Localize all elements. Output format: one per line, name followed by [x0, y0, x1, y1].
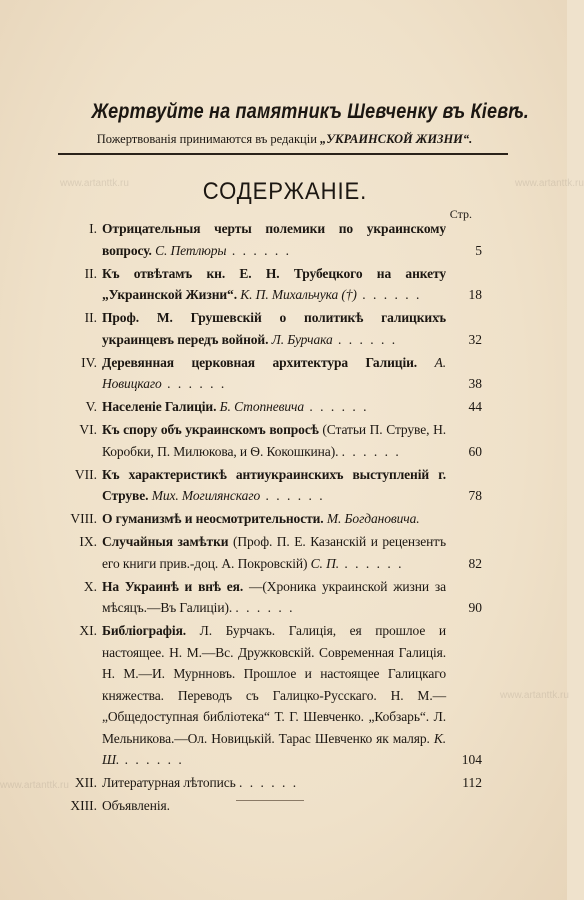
toc-entry-page: 104: [461, 752, 482, 767]
toc-entry: [70, 464, 482, 507]
toc-entry-title: [102, 508, 446, 530]
toc-entry: [70, 419, 482, 462]
toc-entry-page: 32: [468, 331, 482, 347]
toc-entry-title-plain: Литературная лѣтопись: [102, 775, 236, 790]
toc-entry: [70, 576, 482, 619]
toc-entry-number: IX.: [79, 534, 97, 549]
toc-entry-author: А. Новицкаго: [102, 354, 446, 391]
toc-entry-number: V.: [85, 399, 97, 414]
toc-entry: [70, 531, 482, 574]
toc-entry-title-bold: Библіографія.: [102, 623, 187, 638]
toc-entry-title-bold: Населеніе Галиціи.: [102, 399, 217, 414]
toc-entry-title-bold: На Украинѣ и внѣ ея.: [102, 578, 244, 594]
toc-entry-title: [102, 263, 446, 306]
toc-entry-page: 5: [475, 242, 482, 258]
banner-divider: [58, 153, 508, 155]
banner-subtitle-journal: „УКРАИНСКОЙ ЖИЗНИ“.: [320, 132, 473, 146]
toc-entry-title: [102, 531, 446, 574]
toc-entry-number: XII.: [74, 775, 97, 790]
toc-entry: [70, 396, 482, 418]
toc-entry-title-plain: Объявленія.: [102, 798, 170, 813]
toc-leader-dots: . . . . . .: [332, 331, 398, 347]
toc-leader-dots: . . . . . .: [239, 775, 299, 790]
toc-entry-number: VII.: [74, 466, 97, 482]
watermark: www.artanttk.ru: [60, 178, 129, 189]
toc-leader-dots: . . . . . .: [356, 287, 422, 302]
toc-entry-title: [102, 772, 446, 794]
toc-entry-title-plain: —(Хроника украинской жизни за мѣсяцъ.—Въ Галиціи).: [102, 578, 446, 615]
toc-entry-author: К. Ш.: [102, 730, 446, 767]
toc-entry-author: Л. Бурчака: [271, 331, 333, 347]
table-of-contents: [70, 218, 482, 818]
toc-leader-dots: . . . . . .: [119, 752, 184, 767]
toc-entry-title-plain: (Статьи П. Струве, Н. Коробки, П. Милюкова, и Ѳ. Кокошкина).: [102, 422, 447, 459]
toc-entry: [70, 218, 482, 261]
toc-entry-title: [102, 620, 446, 771]
toc-leader-dots: . . . . . .: [260, 488, 325, 503]
watermark: www.artanttk.ru: [500, 690, 569, 701]
toc-leader-dots: . . . . . .: [341, 443, 401, 459]
toc-entry-title: [102, 795, 446, 817]
toc-entry-page: 78: [468, 488, 482, 503]
toc-entry-page: 38: [468, 376, 482, 391]
toc-entry-page: 90: [468, 600, 482, 615]
toc-entry-number: II.: [84, 265, 97, 281]
toc-entry-title-bold: Деревянная церковная архитектура Галиціи.: [102, 354, 418, 370]
toc-entry-number: I.: [89, 221, 97, 236]
banner-title: Жертвуйте на памятникъ Шевченку въ Кіевѣ.: [91, 100, 529, 123]
toc-entry-title-bold: О гуманизмѣ и неосмотрительности.: [102, 511, 324, 526]
toc-entry-author: К. П. Михальчука (†): [240, 287, 357, 302]
toc-entry-author: Б. Стопневича: [219, 399, 305, 414]
toc-entry-number: XIII.: [70, 798, 97, 813]
toc-entry-title-plain: (Проф. П. Е. Казанскій и рецензентъ его книги прив.-доц. А. Покровскій): [102, 534, 446, 571]
toc-entry-title-bold: Къ спору объ украинскомъ вопросѣ: [102, 422, 319, 437]
toc-entry: [70, 352, 482, 395]
banner-subtitle: [62, 132, 507, 147]
toc-entry-title: [102, 419, 446, 462]
toc-entry-title-bold: Къ характеристикѣ антиукраинскихъ выступленій г. Струве.: [102, 466, 446, 503]
toc-entry-title-bold: Проф. М. Грушевскій о политикѣ галицкихъ украинцевъ передъ войной.: [102, 310, 446, 347]
page-column-label: Стр.: [449, 207, 472, 221]
toc-entry-author: С. П.: [310, 555, 340, 571]
toc-leader-dots: . . . . . .: [226, 242, 291, 258]
toc-entry-title: [102, 396, 446, 418]
toc-entry: [70, 263, 482, 306]
toc-entry: [70, 620, 482, 771]
toc-entry-number: II.: [84, 310, 97, 325]
toc-leader-dots: . . . . . .: [339, 555, 404, 571]
toc-entry: [70, 795, 482, 817]
toc-entry: [70, 307, 482, 350]
bottom-divider: [236, 800, 304, 801]
toc-entry-title-bold: Отрицательныя черты полемики по украинскому вопросу.: [102, 221, 446, 258]
toc-entry-title-bold: Къ отвѣтамъ кн. Е. Н. Трубецкого на анкету „Украинской Жизни“.: [102, 265, 446, 302]
toc-entry-page: 60: [468, 443, 482, 459]
toc-entry-number: VI.: [79, 422, 97, 437]
toc-entry-author: С. Петлюры: [155, 242, 227, 258]
toc-leader-dots: . . . . . .: [235, 600, 295, 615]
toc-entry-author: М. Богдановича.: [326, 511, 420, 526]
banner-subtitle-text: Пожертвованія принимаются въ редакціи: [96, 132, 317, 146]
toc-leader-dots: . . . . . .: [161, 376, 227, 391]
toc-entry-title: [102, 218, 446, 261]
toc-entry-number: IV.: [81, 354, 97, 370]
toc-entry-title: [102, 576, 446, 619]
toc-entry-page: 112: [462, 775, 482, 790]
watermark: www.artanttk.ru: [515, 178, 584, 189]
toc-heading: СОДЕРЖАНІЕ.: [202, 178, 368, 205]
toc-entry-title-plain: Л. Бурчакъ. Галиція, ея прошлое и настоящее. Н. М.—Вс. Дружковскій. Современная Галиція. Н. М.—И. Мурнновъ. Прошлое и настоящее Галицкаго княжества. Переводъ съ Галицко-Русскаго. Н. М.—„Общедоступная библіотека“ Т. Г. Шевченко. „Кобзарь“. Л. Мельникова.—Ол. Новицькій. Тарас Шевченко як маляр.: [102, 623, 446, 746]
toc-entry-title: [102, 352, 446, 395]
toc-entry-title-bold: Случайныя замѣтки: [102, 534, 229, 549]
toc-entry-number: XI.: [79, 623, 97, 638]
toc-entry-title: [102, 464, 446, 507]
toc-entry: [70, 772, 482, 794]
toc-entry-number: X.: [83, 578, 97, 594]
toc-leader-dots: . . . . . .: [304, 399, 369, 414]
toc-entry-page: 44: [468, 399, 482, 414]
toc-entry-author: Мих. Могилянскаго: [151, 488, 261, 503]
toc-entry-number: VIII.: [70, 511, 97, 526]
toc-entry-title: [102, 307, 446, 350]
toc-entry-page: 82: [468, 555, 482, 571]
toc-entry: [70, 508, 482, 530]
watermark: www.artanttk.ru: [0, 780, 69, 791]
toc-entry-page: 18: [468, 287, 482, 302]
